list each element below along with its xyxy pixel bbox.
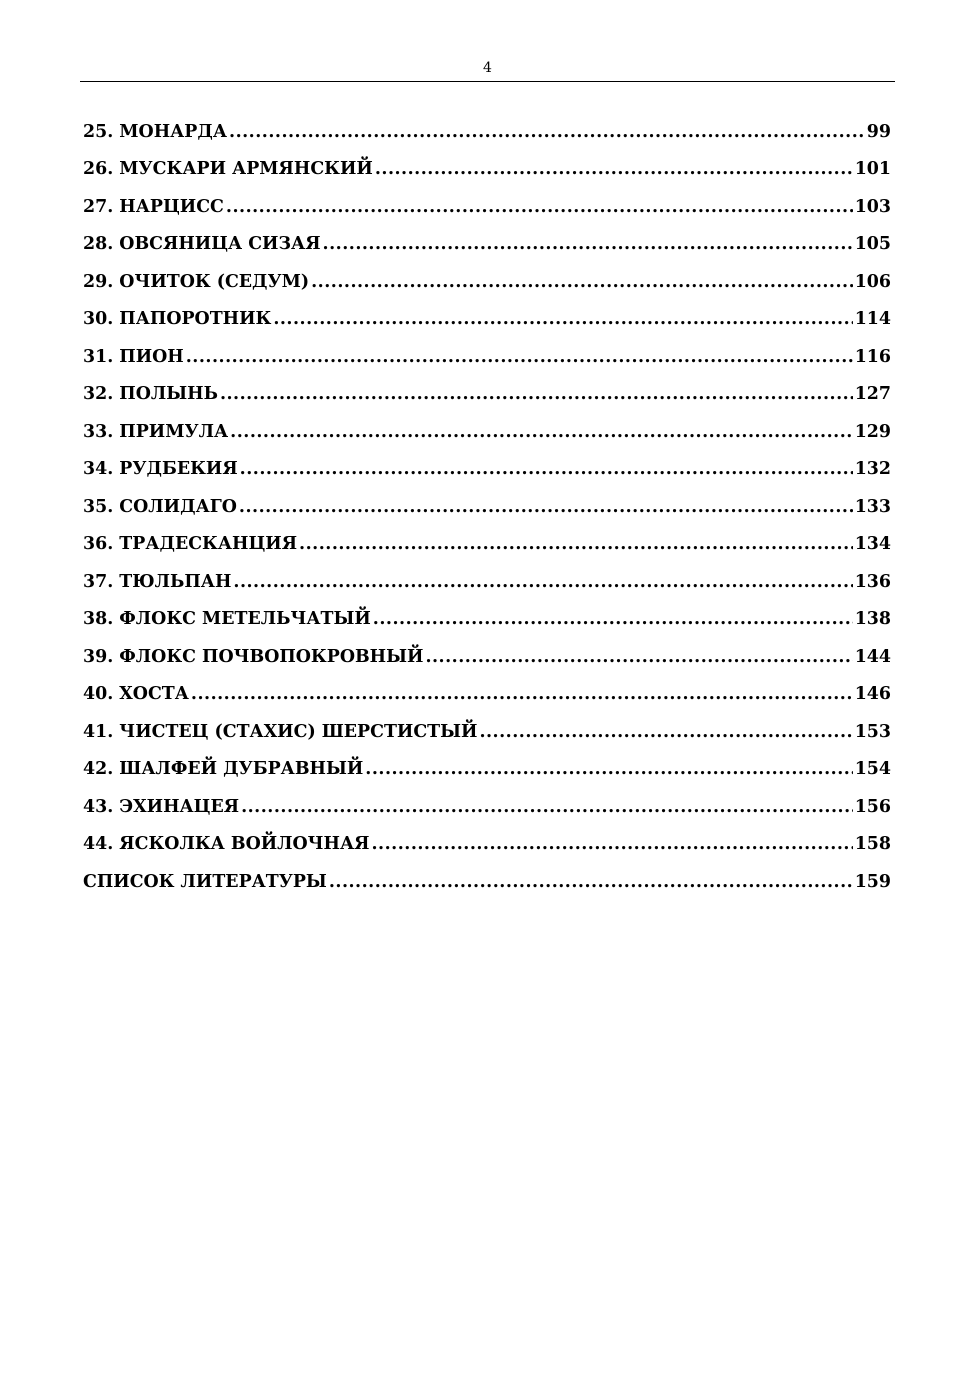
toc-entry-title: 39. ФЛОКС ПОЧВОПОКРОВНЫЙ: [83, 646, 424, 667]
toc-entry-title: 43. ЭХИНАЦЕЯ: [83, 796, 240, 817]
toc-entry-title: 42. ШАЛФЕЙ ДУБРАВНЫЙ: [83, 759, 364, 780]
toc-entry-title: 30. ПАПОРОТНИК: [83, 309, 272, 330]
toc-entry-page-number: 134: [854, 534, 891, 555]
toc-entry[interactable]: [83, 451, 891, 489]
toc-entry[interactable]: [83, 863, 891, 901]
toc-entry[interactable]: [83, 526, 891, 564]
toc-entry[interactable]: [83, 413, 891, 451]
toc-entry[interactable]: [83, 188, 891, 226]
dot-leader: [365, 759, 852, 779]
toc-entry[interactable]: [83, 713, 891, 751]
toc-entry[interactable]: [83, 376, 891, 414]
dot-leader: [375, 159, 853, 179]
dot-leader: [479, 722, 852, 742]
toc-entry-title: 26. МУСКАРИ АРМЯНСКИЙ: [83, 159, 373, 180]
toc-entry-title: СПИСОК ЛИТЕРАТУРЫ: [83, 871, 327, 892]
toc-entry[interactable]: [83, 751, 891, 789]
dot-leader: [373, 609, 853, 629]
toc-entry-title: 41. ЧИСТЕЦ (СТАХИС) ШЕРСТИСТЫЙ: [83, 721, 478, 742]
toc-entry-page-number: 153: [854, 721, 891, 742]
dot-leader: [191, 684, 853, 704]
toc-entry-page-number: 146: [854, 684, 891, 705]
table-of-contents: [83, 113, 891, 901]
toc-entry-page-number: 144: [854, 646, 891, 667]
dot-leader: [241, 797, 853, 817]
toc-entry[interactable]: [83, 676, 891, 714]
dot-leader: [226, 197, 853, 217]
dot-leader: [230, 422, 853, 442]
toc-entry-page-number: 158: [854, 834, 891, 855]
toc-entry-page-number: 132: [854, 459, 891, 480]
dot-leader: [233, 572, 852, 592]
toc-entry-title: 25. МОНАРДА: [83, 121, 228, 142]
toc-entry[interactable]: [83, 563, 891, 601]
dot-leader: [220, 384, 853, 404]
toc-entry-page-number: 133: [854, 496, 891, 517]
toc-entry-page-number: 105: [854, 234, 891, 255]
toc-entry-page-number: 129: [854, 421, 891, 442]
toc-entry-title: 29. ОЧИТОК (СЕДУМ): [83, 271, 310, 292]
dot-leader: [273, 309, 852, 329]
dot-leader: [299, 534, 853, 554]
toc-entry[interactable]: [83, 638, 891, 676]
dot-leader: [229, 122, 865, 142]
toc-entry-title: 38. ФЛОКС МЕТЕЛЬЧАТЫЙ: [83, 609, 371, 630]
toc-entry-title: 31. ПИОН: [83, 346, 184, 367]
dot-leader: [240, 459, 853, 479]
toc-entry[interactable]: [83, 151, 891, 189]
toc-entry-title: 33. ПРИМУЛА: [83, 421, 229, 442]
dot-leader: [311, 272, 853, 292]
toc-entry-page-number: 159: [854, 871, 891, 892]
toc-entry-page-number: 136: [854, 571, 891, 592]
page-header: [80, 58, 895, 82]
toc-entry[interactable]: [83, 826, 891, 864]
toc-entry[interactable]: [83, 113, 891, 151]
toc-entry-page-number: 154: [854, 759, 891, 780]
toc-entry-title: 35. СОЛИДАГО: [83, 496, 237, 517]
toc-entry[interactable]: [83, 263, 891, 301]
toc-entry-title: 34. РУДБЕКИЯ: [83, 459, 238, 480]
toc-entry-title: 44. ЯСКОЛКА ВОЙЛОЧНАЯ: [83, 834, 370, 855]
toc-entry-title: 28. ОВСЯНИЦА СИЗАЯ: [83, 234, 321, 255]
toc-entry[interactable]: [83, 226, 891, 264]
toc-entry[interactable]: [83, 601, 891, 639]
toc-entry-page-number: 156: [854, 796, 891, 817]
toc-entry-page-number: 114: [854, 309, 891, 330]
dot-leader: [239, 497, 853, 517]
toc-entry-page-number: 103: [854, 196, 891, 217]
toc-entry-page-number: 116: [854, 346, 891, 367]
toc-entry-title: 27. НАРЦИСС: [83, 196, 224, 217]
toc-entry-title: 40. ХОСТА: [83, 684, 189, 705]
toc-entry[interactable]: [83, 338, 891, 376]
dot-leader: [372, 834, 853, 854]
toc-entry-title: 37. ТЮЛЬПАН: [83, 571, 232, 592]
toc-entry[interactable]: [83, 788, 891, 826]
dot-leader: [323, 234, 853, 254]
toc-entry-page-number: 127: [854, 384, 891, 405]
toc-entry-page-number: 138: [854, 609, 891, 630]
toc-entry-page-number: 99: [866, 121, 891, 142]
toc-entry[interactable]: [83, 301, 891, 339]
toc-entry-title: 36. ТРАДЕСКАНЦИЯ: [83, 534, 298, 555]
page-number: 4: [483, 60, 492, 76]
toc-entry[interactable]: [83, 488, 891, 526]
toc-entry-title: 32. ПОЛЫНЬ: [83, 384, 218, 405]
dot-leader: [329, 872, 853, 892]
toc-entry-page-number: 106: [854, 271, 891, 292]
dot-leader: [186, 347, 853, 367]
toc-entry-page-number: 101: [854, 159, 891, 180]
dot-leader: [425, 647, 852, 667]
